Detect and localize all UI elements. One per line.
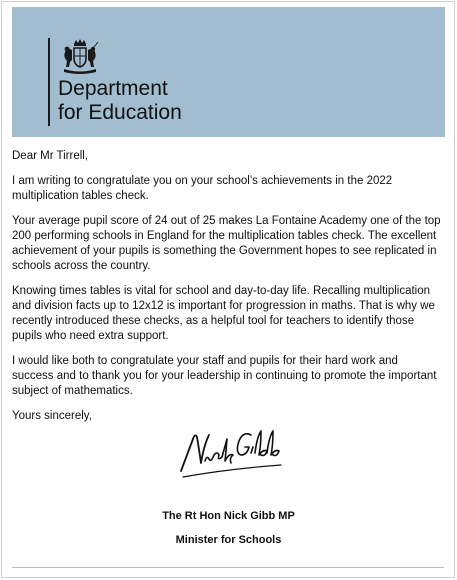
signer-name: The Rt Hon Nick Gibb MP <box>162 510 295 522</box>
letter-paragraph-1: I am writing to congratulate you on your school’s achievements in the 2022 multiplication tables check. <box>12 175 393 202</box>
salutation: Dear Mr Tirrell, <box>12 150 89 162</box>
royal-coat-of-arms-icon <box>59 38 101 76</box>
department-name <box>58 77 258 125</box>
closing: Yours sincerely, <box>12 410 92 422</box>
signer-title: Minister for Schools <box>175 534 282 546</box>
letter-body <box>12 149 442 434</box>
department-name-line2: for Education <box>58 101 182 124</box>
department-name-line1: Department <box>58 77 168 100</box>
letter-paragraph-4: I would like both to congratulate your staff and pupils for their hard work and success and to thank you for your leadership in continuing to promote the important subject of mathematics. <box>12 355 437 397</box>
bottom-divider <box>12 567 444 568</box>
signature-image <box>177 425 287 485</box>
letter-paragraph-3: Knowing times tables is vital for school and day-to-day life. Recalling multiplication and division facts up to 12x12 is important for progression in maths. That is why we recently introduced these checks, as a helpful tool for teachers to identify those pupils who need extra support. <box>12 285 435 342</box>
letterhead-rule <box>48 38 50 126</box>
letterhead-banner <box>12 7 445 137</box>
letter-paragraph-2: Your average pupil score of 24 out of 25 makes La Fontaine Academy one of the top 200 performing schools in England for the multiplication tables check. The excellent achievement of your pupils is something the Government hopes to see replicated in schools across the country. <box>12 215 441 272</box>
